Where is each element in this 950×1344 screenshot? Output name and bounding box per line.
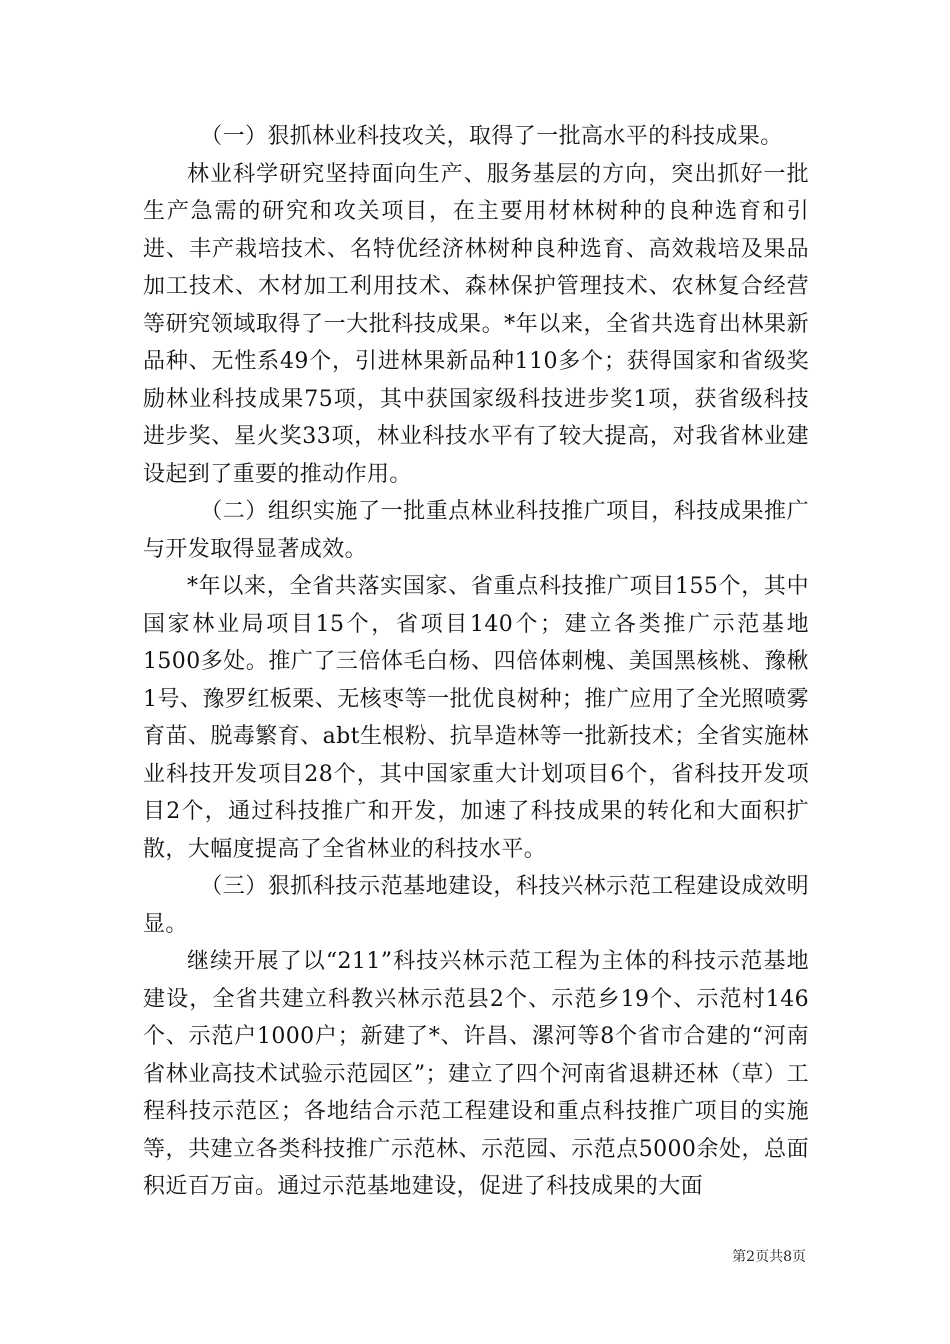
document-body <box>143 118 809 1206</box>
section-paragraph-1: 林业科学研究坚持面向生产、服务基层的方向，突出抓好一批生产急需的研究和攻关项目，在主要用材林树种的良种选育和引进、丰产栽培技术、名特优经济林树种良种选育、高效栽培及果品加工技术、木材加工利用技术、森林保护管理技术、农林复合经营等研究领域取得了一大批科技成果。*年以来，全省共选育出林果新品种、无性系49个，引进林果新品种110多个；获得国家和省级奖励林业科技成果75项，其中获国家级科技进步奖1项，获省级科技进步奖、星火奖33项，林业科技水平有了较大提高，对我省林业建设起到了重要的推动作用。 <box>143 161 809 487</box>
section-paragraph-2: *年以来，全省共落实国家、省重点科技推广项目155个，其中国家林业局项目15个，省项目140个；建立各类推广示范基地1500多处。推广了三倍体毛白杨、四倍体刺槐、美国黑核桃、豫楸1号、豫罗红板栗、无核枣等一批优良树种；推广应用了全光照喷雾育苗、脱毒繁育、abt生根粉、抗旱造林等一批新技术；全省实施林业科技开发项目28个，其中国家重大计划项目6个，省科技开发项目2个，通过科技推广和开发，加速了科技成果的转化和大面积扩散，大幅度提高了全省林业的科技水平。 <box>143 574 809 862</box>
section-heading-2: （二）组织实施了一批重点林业科技推广项目，科技成果推广与开发取得显著成效。 <box>143 499 809 562</box>
section-heading-1: （一）狠抓林业科技攻关，取得了一批高水平的科技成果。 <box>200 124 783 149</box>
section-heading-3: （三）狠抓科技示范基地建设，科技兴林示范工程建设成效明显。 <box>143 874 809 937</box>
section-paragraph-3: 继续开展了以“211”科技兴林示范工程为主体的科技示范基地建设，全省共建立科教兴林示范县2个、示范乡19个、示范村146个、示范户1000户；新建了*、许昌、漯河等8个省市合建的“河南省林业高技术试验示范园区”；建立了四个河南省退耕还林（草）工程科技示范区；各地结合示范工程建设和重点科技推广项目的实施等，共建立各类科技推广示范林、示范园、示范点5000余处，总面积近百万亩。通过示范基地建设，促进了科技成果的大面 <box>143 949 809 1199</box>
page-number: 第2页共8页 <box>732 1249 806 1265</box>
